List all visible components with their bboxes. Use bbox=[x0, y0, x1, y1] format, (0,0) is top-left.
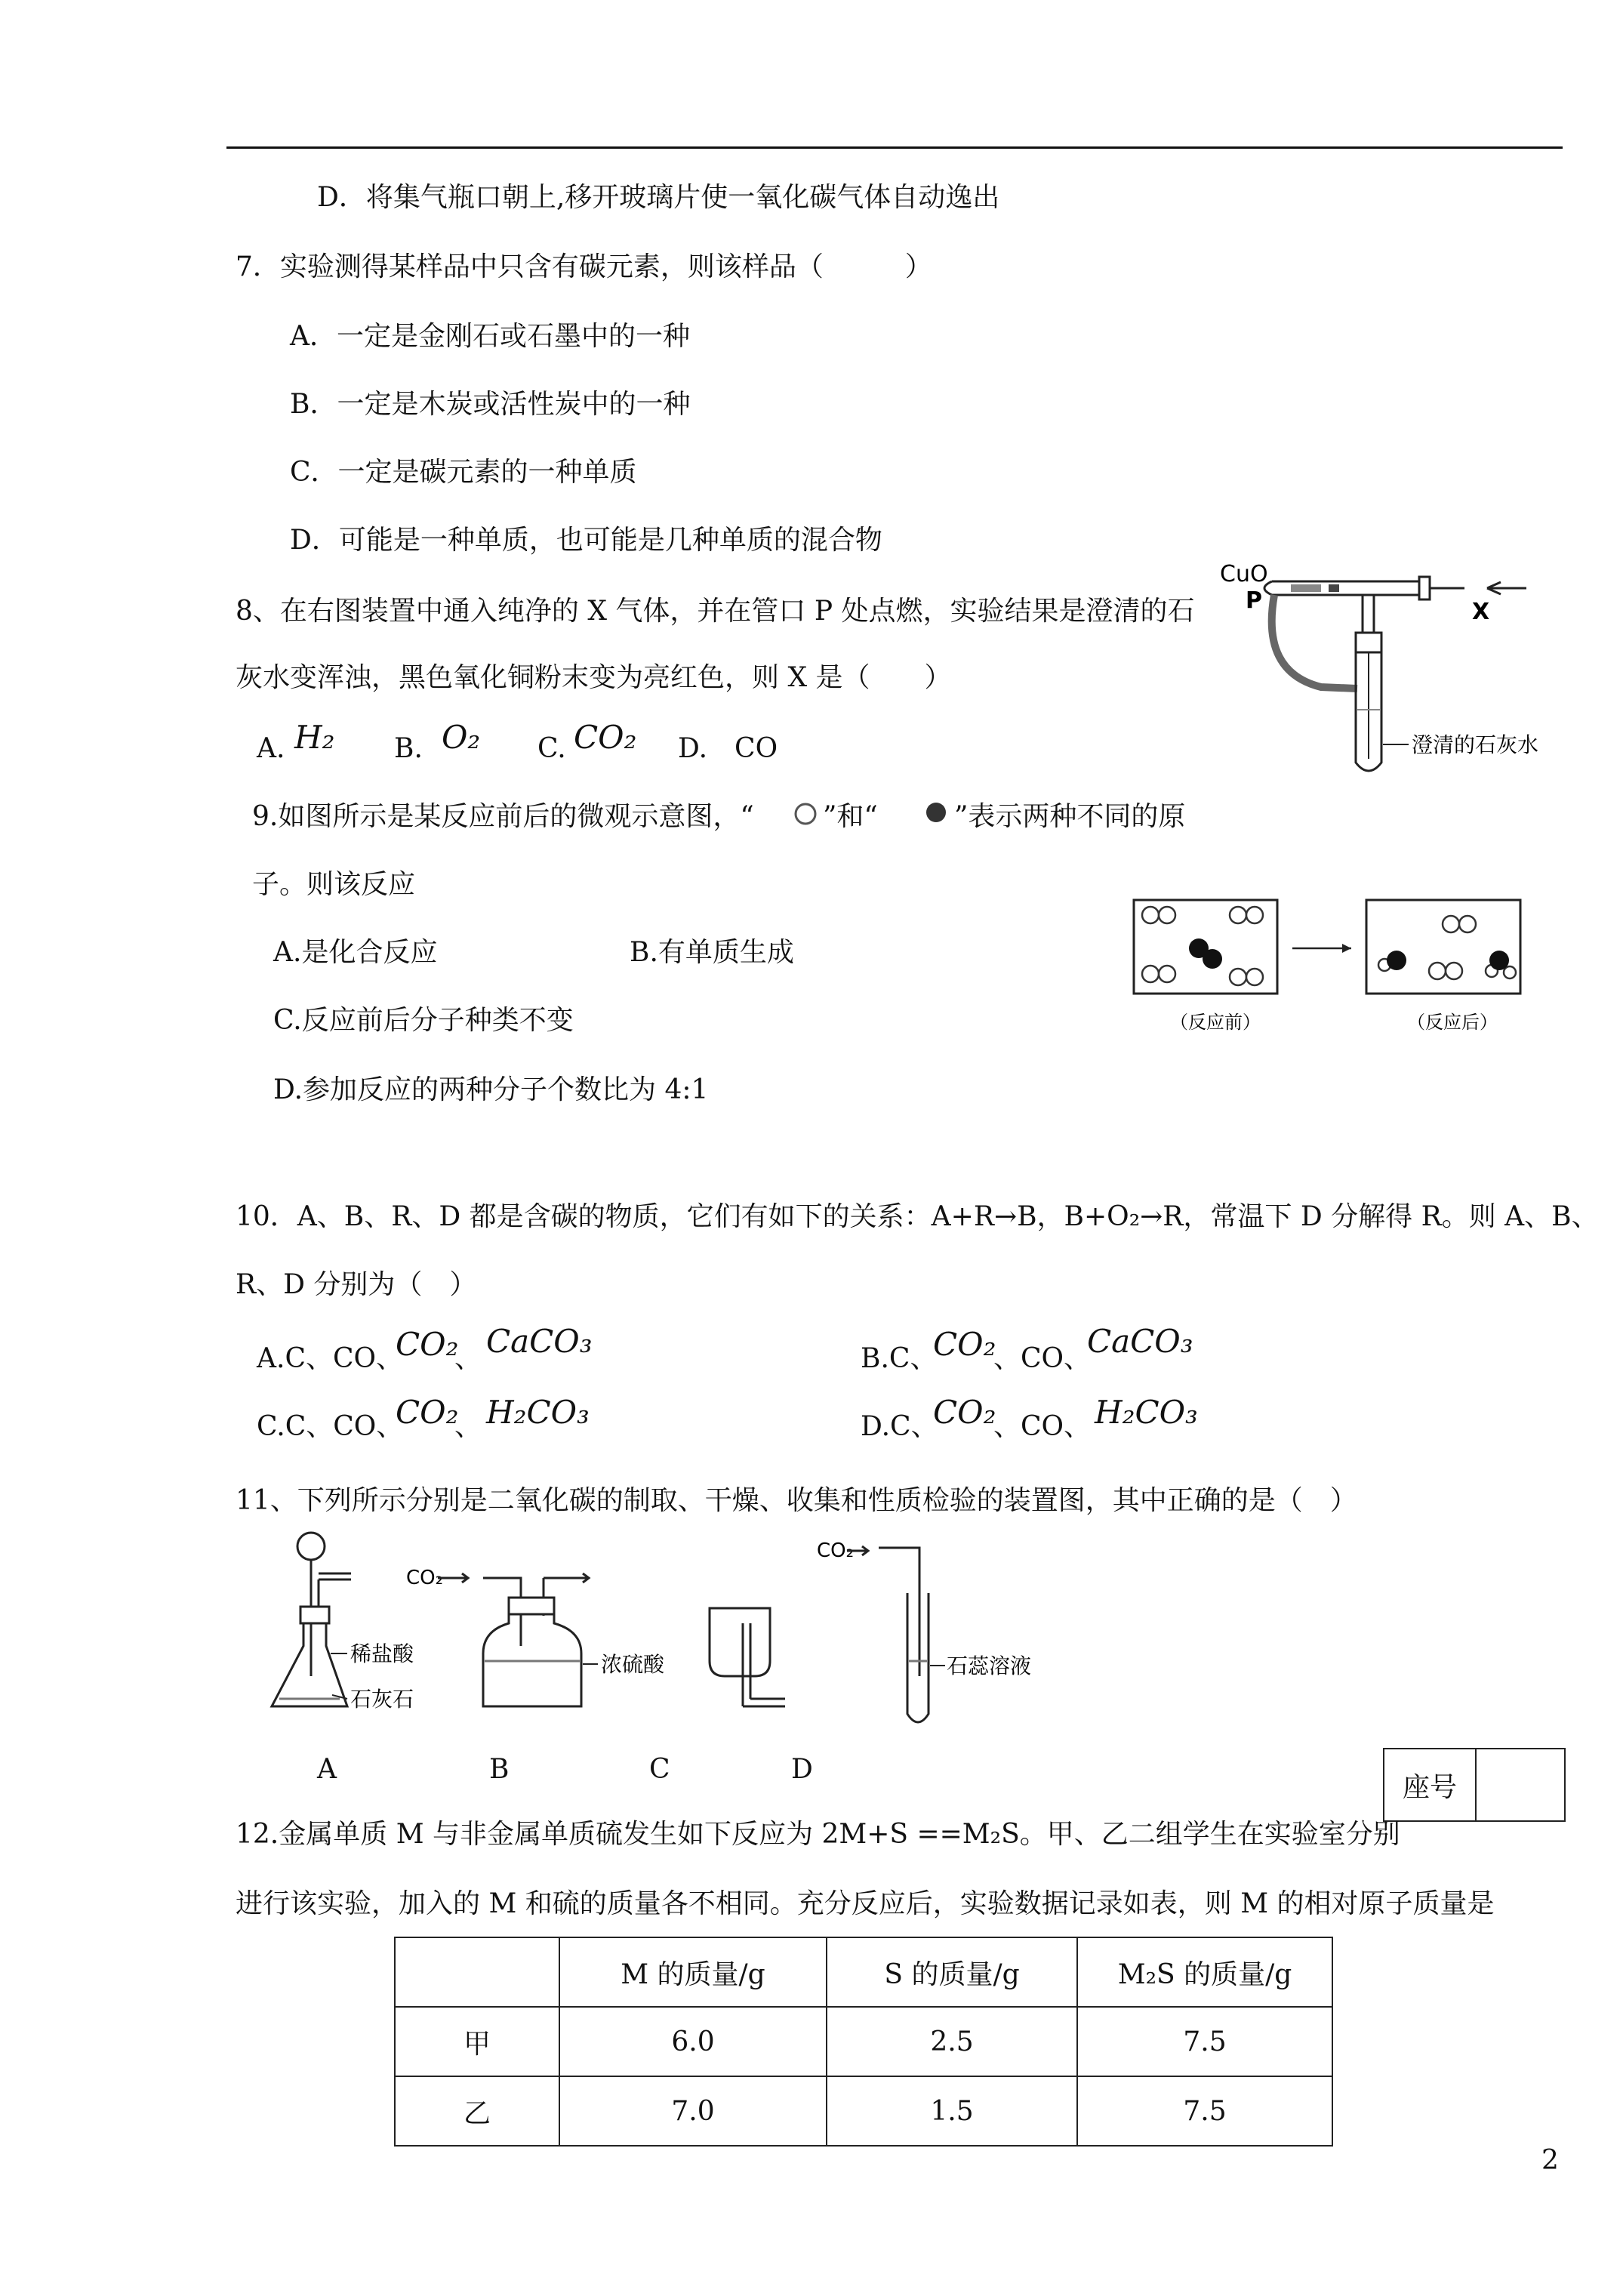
q11-apparatus-a bbox=[272, 1533, 351, 1706]
q9-after-label: （反应后） bbox=[1407, 1012, 1498, 1033]
seat-number-box bbox=[1383, 1748, 1566, 1822]
q6-option-d: D．将集气瓶口朝上,移开玻璃片使一氧化碳气体自动逸出 bbox=[317, 182, 1000, 213]
table-header-cell: M₂S 的质量/g bbox=[1077, 1937, 1332, 2007]
q9-stem-part1: 9.如图所示是某反应前后的微观示意图，“ bbox=[252, 801, 754, 832]
q11-fig-litmus-label: 石蕊溶液 bbox=[947, 1653, 1032, 1678]
q11-apparatus-figure bbox=[257, 1525, 1087, 1721]
q8-option-c-formula: CO₂ bbox=[574, 719, 637, 756]
q11-fig-h2so4-label: 浓硫酸 bbox=[601, 1652, 665, 1677]
q9-option-a: A.是化合反应 bbox=[273, 937, 438, 968]
q10-option-a-text: A.C、CO、 bbox=[257, 1343, 404, 1374]
q9-stem-part2: ”和“ bbox=[823, 801, 878, 832]
table-header-cell: M 的质量/g bbox=[559, 1937, 827, 2007]
q10-option-b-text: B.C、 bbox=[861, 1343, 938, 1374]
q9-white-atom-icon bbox=[790, 797, 824, 831]
q7-stem: 7．实验测得某样品中只含有碳元素，则该样品（ ） bbox=[236, 251, 932, 282]
q10-stem-line2: R、D 分别为（ ） bbox=[236, 1269, 477, 1300]
q7-option-d: D．可能是一种单质，也可能是几种单质的混合物 bbox=[290, 525, 882, 556]
q7-option-a: A．一定是金刚石或石墨中的一种 bbox=[290, 321, 690, 352]
q11-label-d: D bbox=[791, 1754, 813, 1785]
q11-apparatus-c bbox=[710, 1608, 785, 1706]
header-rule bbox=[226, 146, 1563, 149]
q8-option-d: D. CO bbox=[678, 733, 778, 764]
table-cell: 2.5 bbox=[827, 2007, 1077, 2076]
q10-option-b-formula2: CaCO₃ bbox=[1087, 1323, 1193, 1360]
q8-fig-cuo-label: CuO bbox=[1220, 561, 1268, 587]
q8-apparatus-figure bbox=[1215, 559, 1548, 785]
q8-option-c-label: C. bbox=[537, 733, 566, 764]
q10-option-d-mid: 、CO、 bbox=[993, 1411, 1092, 1442]
q11-fig-stone-label: 石灰石 bbox=[350, 1687, 414, 1712]
q12-stem-line1: 12.金属单质 M 与非金属单质硫发生如下反应为 2M+S ==M₂S。甲、乙二组学生在实验室分别 bbox=[236, 1819, 1400, 1850]
q8-option-b-formula: O₂ bbox=[442, 719, 481, 756]
q11-fig-co2-label-b: CO₂ bbox=[406, 1567, 444, 1589]
table-header-row bbox=[395, 1937, 1332, 2007]
q10-option-d-formula2: H₂CO₃ bbox=[1095, 1394, 1198, 1431]
q11-apparatus-d bbox=[847, 1546, 945, 1722]
table-row bbox=[395, 2076, 1332, 2146]
q11-fig-acid-label: 稀盐酸 bbox=[350, 1641, 414, 1666]
q10-option-c-formula2: H₂CO₃ bbox=[486, 1394, 590, 1431]
q11-label-a: A bbox=[317, 1754, 337, 1785]
table-cell: 7.0 bbox=[559, 2076, 827, 2146]
q9-stem-part3: ”表示两种不同的原 bbox=[954, 801, 1186, 832]
q8-stem-line1: 8、在右图装置中通入纯净的 X 气体，并在管口 P 处点燃，实验结果是澄清的石 bbox=[236, 596, 1195, 627]
q8-fig-limewater-label: 澄清的石灰水 bbox=[1412, 732, 1539, 757]
q11-apparatus-b bbox=[438, 1573, 598, 1706]
q8-option-b-label: B. bbox=[394, 733, 423, 764]
q11-stem: 11、下列所示分别是二氧化碳的制取、干燥、收集和性质检验的装置图，其中正确的是（ ） bbox=[236, 1485, 1357, 1516]
q9-reaction-diagram bbox=[1132, 898, 1555, 1034]
q10-stem-line1: 10．A、B、R、D 都是含碳的物质，它们有如下的关系：A+R→B，B+O₂→R，常温下 D 分解得 R。则 A、B、 bbox=[236, 1201, 1599, 1232]
q9-option-c: C.反应前后分子种类不变 bbox=[273, 1005, 574, 1036]
q10-option-c-sep: 、 bbox=[454, 1411, 482, 1442]
q10-option-d-text: D.C、 bbox=[861, 1411, 938, 1442]
q8-stem-line2: 灰水变浑浊，黑色氧化铜粉末变为亮红色，则 X 是（ ） bbox=[236, 662, 952, 693]
q12-stem-line2: 进行该实验，加入的 M 和硫的质量各不相同。充分反应后，实验数据记录如表，则 M 的相对原子质量是 bbox=[236, 1888, 1495, 1919]
table-cell: 乙 bbox=[395, 2076, 559, 2146]
q10-option-a-sep: 、 bbox=[454, 1343, 482, 1374]
table-header-cell bbox=[395, 1937, 559, 2007]
q10-option-a-formula1: CO₂ bbox=[396, 1326, 459, 1363]
q9-black-atom-icon bbox=[921, 797, 954, 831]
q9-option-d: D.参加反应的两种分子个数比为 4:1 bbox=[273, 1074, 709, 1105]
page-number: 2 bbox=[1541, 2145, 1559, 2176]
table-cell: 7.5 bbox=[1077, 2007, 1332, 2076]
q7-option-c: C．一定是碳元素的一种单质 bbox=[290, 457, 637, 488]
q10-option-c-text: C.C、CO、 bbox=[257, 1411, 404, 1442]
q10-option-b-formula1: CO₂ bbox=[933, 1326, 996, 1363]
q9-after-box bbox=[1366, 900, 1520, 994]
table-cell: 1.5 bbox=[827, 2076, 1077, 2146]
q11-label-b: B bbox=[489, 1754, 510, 1785]
q11-fig-co2-label-d: CO₂ bbox=[817, 1539, 855, 1562]
q9-before-label: （反应前） bbox=[1170, 1012, 1261, 1033]
q10-option-d-formula1: CO₂ bbox=[933, 1394, 996, 1431]
q8-option-a-formula: H₂ bbox=[294, 719, 335, 756]
q10-option-c-formula1: CO₂ bbox=[396, 1394, 459, 1431]
table-cell: 7.5 bbox=[1077, 2076, 1332, 2146]
q9-option-b: B.有单质生成 bbox=[630, 937, 794, 968]
q7-option-b: B．一定是木炭或活性炭中的一种 bbox=[290, 389, 691, 420]
q10-option-a-formula2: CaCO₃ bbox=[486, 1323, 593, 1360]
q12-data-table bbox=[394, 1937, 1333, 2147]
table-header-cell: S 的质量/g bbox=[827, 1937, 1077, 2007]
table-row bbox=[395, 2007, 1332, 2076]
q11-label-c: C bbox=[649, 1754, 670, 1785]
table-cell: 6.0 bbox=[559, 2007, 827, 2076]
q10-option-b-mid: 、CO、 bbox=[993, 1343, 1092, 1374]
q8-fig-p-label: P bbox=[1246, 587, 1262, 614]
q9-stem-line2: 子。则该反应 bbox=[252, 869, 416, 900]
seat-number-label: 座号 bbox=[1384, 1749, 1477, 1820]
table-cell: 甲 bbox=[395, 2007, 559, 2076]
q8-fig-x-label: X bbox=[1472, 599, 1490, 625]
q8-option-a-label: A. bbox=[257, 733, 285, 764]
